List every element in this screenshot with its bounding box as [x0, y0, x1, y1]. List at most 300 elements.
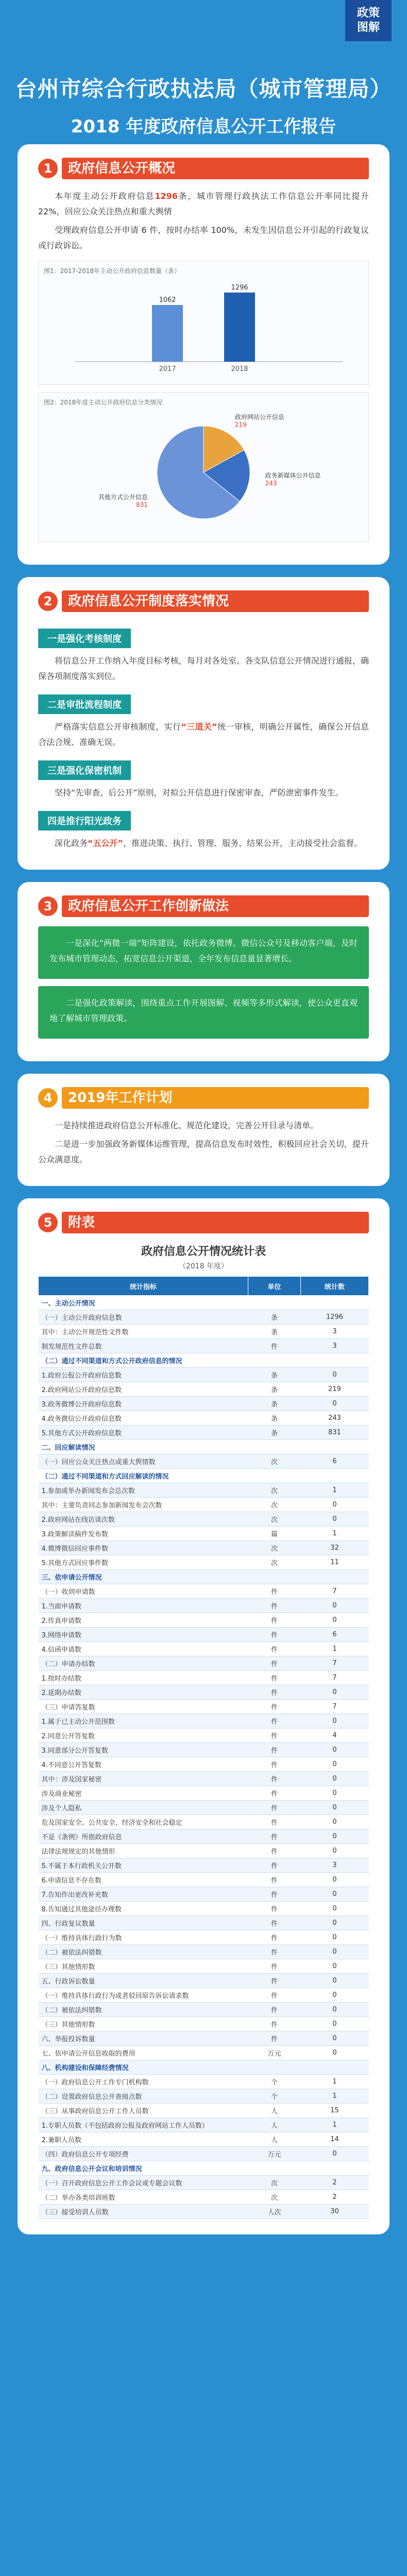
row-label: 三、依申请公开情况 [39, 1570, 248, 1584]
row-value: 0 [301, 1397, 369, 1411]
row-unit: 件 [248, 1714, 301, 1728]
table-row [39, 1772, 369, 1786]
row-unit: 个 [248, 2089, 301, 2104]
table-row [39, 1584, 369, 1599]
row-unit: 件 [248, 1988, 301, 2003]
row-value: 0 [301, 1829, 369, 1844]
table-row [39, 1757, 369, 1772]
table-row [39, 1527, 369, 1541]
row-value: 0 [301, 2046, 369, 2060]
section-number: 4 [38, 1088, 58, 1108]
report-subtitle: 2018 年度政府信息公开工作报告 [71, 116, 336, 137]
row-value: 0 [301, 1902, 369, 1916]
bar-category-label: 2017 [159, 365, 176, 373]
table-row [39, 1642, 369, 1656]
row-label: 其中：主要负责同志参加新闻发布会次数 [39, 1498, 248, 1512]
table-row [39, 1671, 369, 1685]
row-label: （四）政府信息公开专项经费 [39, 2147, 248, 2161]
row-label: 3.政策解读稿件发布数 [39, 1527, 248, 1541]
row-label: 4.政务微信公开政府信息数 [39, 1411, 248, 1426]
chart-caption: 图2：2018年度主动公开政府信息分类情况 [44, 399, 163, 406]
report-header [0, 0, 407, 144]
table-row [39, 2104, 369, 2118]
row-label: 4.微博微信回应事件数 [39, 1541, 248, 1555]
table-row [39, 1512, 369, 1527]
row-label: 1.政府公报公开政府信息数 [39, 1368, 248, 1382]
section-number: 5 [38, 1213, 58, 1232]
approval-text [38, 719, 369, 750]
row-unit: 件 [248, 1959, 301, 1974]
row-unit: 次 [248, 1498, 301, 1512]
row-label: 九、政府信息公开会议和培训情况 [39, 2161, 248, 2176]
col-header-unit: 单位 [248, 1277, 301, 1296]
row-label: 1.按时办结数 [39, 1671, 248, 1685]
row-unit: 件 [248, 1339, 301, 1353]
table-row [39, 2161, 369, 2176]
row-value: 15 [301, 2104, 369, 2118]
bar-2017 [152, 305, 183, 362]
row-unit: 件 [248, 1700, 301, 1714]
table-row [39, 1873, 369, 1887]
pie-label: 政府网站公开信息 [234, 413, 284, 421]
row-value: 0 [301, 1959, 369, 1974]
row-value: 2 [301, 2176, 369, 2190]
table-row [39, 1685, 369, 1700]
row-unit: 个 [248, 2075, 301, 2089]
row-unit: 件 [248, 2031, 301, 2046]
row-label: （二）通过不同渠道和方式回应解读的情况 [39, 1469, 248, 1483]
row-value: 0 [301, 1844, 369, 1858]
row-value: 0 [301, 1757, 369, 1772]
table-row [39, 1916, 369, 1930]
row-label: 制发规范性文件总数 [39, 1339, 248, 1353]
row-value: 0 [301, 1368, 369, 1382]
row-unit: 次 [248, 1541, 301, 1555]
secrecy-text: 坚持“先审查、后公开”原则，对拟公开信息进行保密审查，严防泄密事件发生。 [55, 788, 344, 798]
table-row [39, 1411, 369, 1426]
row-label: 4.信函申请数 [39, 1642, 248, 1656]
row-unit [248, 1296, 301, 1310]
subheading-sunshine: 四是推行阳光政务 [38, 811, 131, 831]
section-header [38, 1087, 369, 1109]
table-row [39, 1700, 369, 1714]
table-row [39, 2132, 369, 2147]
row-value: 14 [301, 2132, 369, 2147]
chart-caption: 图1：2017-2018年主动公开政府信息数量（条） [44, 267, 181, 275]
row-label: 涉及商业秘密 [39, 1786, 248, 1801]
row-unit: 次 [248, 2190, 301, 2205]
row-unit: 次 [248, 1483, 301, 1498]
row-unit: 次 [248, 1512, 301, 1527]
section-header [38, 158, 369, 179]
row-label: （一）收到申请数 [39, 1584, 248, 1599]
section-title: 政府信息公开制度落实情况 [62, 590, 369, 612]
row-unit: 件 [248, 1642, 301, 1656]
table-row [39, 2046, 369, 2060]
row-unit: 件 [248, 1772, 301, 1786]
innovation-box-2 [38, 986, 369, 1039]
row-unit: 条 [248, 1310, 301, 1325]
row-unit: 件 [248, 1974, 301, 1988]
row-label: （三）接受培训人员数 [39, 2205, 248, 2219]
table-row [39, 1426, 369, 1440]
row-unit: 件 [248, 1873, 301, 1887]
section-title: 政府信息公开工作创新做法 [62, 895, 369, 917]
row-value: 2 [301, 2190, 369, 2205]
table-row [39, 1310, 369, 1325]
table-row [39, 1570, 369, 1584]
row-value: 0 [301, 2147, 369, 2161]
table-row [39, 1974, 369, 1988]
row-value: 0 [301, 1988, 369, 2003]
row-label: 危及国家安全、公共安全、经济安全和社会稳定 [39, 1815, 248, 1829]
row-unit: 条 [248, 1426, 301, 1440]
row-value: 0 [301, 1772, 369, 1786]
col-header-value: 统计数 [301, 1277, 369, 1296]
table-row [39, 2147, 369, 2161]
row-label: 2.传真申请数 [39, 1613, 248, 1628]
row-label: 3.网络申请数 [39, 1628, 248, 1642]
row-unit: 件 [248, 1902, 301, 1916]
para-text: 严格落实信息公开审核制度，实行 [55, 722, 181, 732]
plan-text-2: 二是进一步加强政务新媒体运维管理，提高信息发布时效性，积极回应社会关切，提升公众满意度。 [38, 1139, 369, 1164]
row-value: 243 [301, 1411, 369, 1426]
row-value: 0 [301, 1801, 369, 1815]
table-row [39, 1988, 369, 2003]
row-label: 3.同意部分公开答复数 [39, 1743, 248, 1757]
row-value: 0 [301, 2017, 369, 2031]
assessment-text: 将信息公开工作纳入年度目标考核，每月对各处室、各支队信息公开情况进行通报，确保各项制度落实到位。 [38, 656, 369, 681]
row-value: 1 [301, 1527, 369, 1541]
row-label: （二）被依法纠错数 [39, 1945, 248, 1959]
row-value: 1 [301, 2118, 369, 2132]
row-value: 7 [301, 1700, 369, 1714]
table-row [39, 1656, 369, 1671]
table-row [39, 1815, 369, 1829]
row-value: 0 [301, 1786, 369, 1801]
row-label: 不是《条例》所指政府信息 [39, 1829, 248, 1844]
highlight-three-checks: “三道关” [181, 722, 217, 732]
row-unit [248, 1570, 301, 1584]
row-value: 0 [301, 1685, 369, 1700]
row-value: 4 [301, 1728, 369, 1743]
bar-2018 [224, 293, 255, 362]
row-label: （二）被依法纠错数 [39, 2003, 248, 2017]
plan-text-1: 一是持续推进政府信息公开标准化、规范化建设，完善公开目录与清单。 [55, 1121, 319, 1130]
table-row [39, 1555, 369, 1570]
table-row [39, 1469, 369, 1483]
row-unit: 件 [248, 2003, 301, 2017]
table-row [39, 2205, 369, 2219]
table-row [39, 1801, 369, 1815]
section-title: 2019年工作计划 [62, 1087, 369, 1109]
row-value: 3 [301, 1339, 369, 1353]
row-label: （一）主动公开政府信息数 [39, 1310, 248, 1325]
row-label: 2.政府网站在线访谈次数 [39, 1512, 248, 1527]
pie-value-label: 831 [135, 501, 148, 509]
badge-line2: 图解 [357, 21, 380, 34]
row-unit [248, 2161, 301, 2176]
row-unit: 件 [248, 1599, 301, 1613]
table-row [39, 2089, 369, 2104]
row-label: 5.其他方式公开政府信息数 [39, 1426, 248, 1440]
section-number: 3 [38, 896, 58, 916]
row-label: 八、机构建设和保障经费情况 [39, 2060, 248, 2075]
table-title: 政府信息公开情况统计表 [141, 1245, 266, 1258]
row-value: 1 [301, 2075, 369, 2089]
section-overview [18, 144, 389, 565]
row-label: （一）政府信息公开工作专门机构数 [39, 2075, 248, 2089]
table-row [39, 1541, 369, 1555]
row-unit [248, 1353, 301, 1368]
row-value: 30 [301, 2205, 369, 2219]
table-row [39, 1844, 369, 1858]
row-value: 7 [301, 1584, 369, 1599]
row-unit: 件 [248, 1685, 301, 1700]
table-row [39, 1959, 369, 1974]
row-unit: 人 [248, 2104, 301, 2118]
table-row [39, 1454, 369, 1469]
pie-chart [44, 411, 363, 534]
row-label: （三）从事政府信息公开工作人员数 [39, 2104, 248, 2118]
row-value: 6 [301, 1454, 369, 1469]
row-value: 0 [301, 2003, 369, 2017]
section-number: 2 [38, 591, 58, 611]
row-label: 2.同意公开答复数 [39, 1728, 248, 1743]
row-value: 1 [301, 2089, 369, 2104]
row-value: 0 [301, 1815, 369, 1829]
row-label: 2.延期办结数 [39, 1685, 248, 1700]
row-unit: 件 [248, 1844, 301, 1858]
row-label: 六、举报投诉数量 [39, 2031, 248, 2046]
row-label: 涉及个人隐私 [39, 1801, 248, 1815]
row-unit: 件 [248, 1858, 301, 1873]
row-unit: 件 [248, 1757, 301, 1772]
table-row [39, 1887, 369, 1902]
row-unit: 篇 [248, 1527, 301, 1541]
row-unit: 件 [248, 1801, 301, 1815]
row-label: （一）召开政府信息公开工作会议或专题会议数 [39, 2176, 248, 2190]
table-row [39, 1353, 369, 1368]
table-row [39, 1613, 369, 1628]
row-value: 7 [301, 1656, 369, 1671]
pie-value-label: 219 [234, 421, 247, 429]
row-unit: 条 [248, 1397, 301, 1411]
row-unit: 次 [248, 1454, 301, 1469]
row-label: （三）申请答复数 [39, 1700, 248, 1714]
row-label: 一、主动公开情况 [39, 1296, 248, 1310]
row-unit: 件 [248, 1628, 301, 1642]
table-body [39, 1296, 369, 2219]
innovation-text-1: 一是深化“两微一端”矩阵建设，依托政务微博、微信公众号及移动客户端，及时发布城市管理动态，拓宽信息公开渠道，全年发布信息量显著增长。 [49, 938, 358, 963]
row-label: （一）回应公众关注热点或重大舆情数 [39, 1454, 248, 1469]
row-unit: 件 [248, 1829, 301, 1844]
row-label: 5.不属于本行政机关公开数 [39, 1858, 248, 1873]
row-value [301, 1570, 369, 1584]
pie-chart-card [38, 392, 369, 542]
table-header-row [39, 1277, 369, 1296]
table-row [39, 2003, 369, 2017]
row-label: 其中：主动公开规范性文件数 [39, 1325, 248, 1339]
table-row [39, 1483, 369, 1498]
overview-paragraph-1 [38, 189, 369, 219]
table-row [39, 2075, 369, 2089]
row-unit: 条 [248, 1382, 301, 1397]
row-unit: 次 [248, 2176, 301, 2190]
row-value: 1 [301, 1642, 369, 1656]
table-row [39, 2190, 369, 2205]
para-text: 条，城市管理行政执法工作信息公开率同比提升 22%，回应公众关注热点和重大舆情 [38, 191, 369, 216]
table-row [39, 1599, 369, 1613]
col-header-indicator: 统计指标 [39, 1277, 248, 1296]
row-value: 1296 [301, 1310, 369, 1325]
para-text: 本年度主动公开政府信息 [55, 191, 155, 201]
row-label: （二）通过不同渠道和方式公开政府信息的情况 [39, 1353, 248, 1368]
pie-label: 政务新媒体公开信息 [265, 472, 321, 480]
row-label: 五、行政诉讼数量 [39, 1974, 248, 1988]
row-label: 7.告知作出更改补充数 [39, 1887, 248, 1902]
row-label: 2.兼职人员数 [39, 2132, 248, 2147]
report-title: 台州市综合行政执法局（城市管理局） [15, 76, 392, 101]
table-row [39, 2031, 369, 2046]
badge-line1: 政策 [357, 7, 380, 20]
table-row [39, 1829, 369, 1844]
row-value: 3 [301, 1858, 369, 1873]
row-unit [248, 1440, 301, 1454]
row-unit [248, 2060, 301, 2075]
row-value: 0 [301, 1873, 369, 1887]
row-unit: 件 [248, 1916, 301, 1930]
row-value: 0 [301, 2031, 369, 2046]
row-unit: 件 [248, 2017, 301, 2031]
row-unit: 件 [248, 1887, 301, 1902]
section-plan [18, 1074, 389, 1186]
row-value: 1 [301, 1483, 369, 1498]
table-row [39, 1945, 369, 1959]
row-unit: 人 [248, 2118, 301, 2132]
row-unit [248, 1469, 301, 1483]
section-title: 政府信息公开概况 [62, 158, 369, 179]
table-row [39, 1498, 369, 1512]
row-unit: 件 [248, 1815, 301, 1829]
highlight-count: 1296 [155, 191, 178, 201]
table-row [39, 1397, 369, 1411]
pie-label: 其他方式公开信息 [98, 494, 148, 501]
row-value: 0 [301, 1714, 369, 1728]
section-appendix [18, 1198, 389, 2234]
row-value: 0 [301, 1930, 369, 1945]
sunshine-text [38, 836, 369, 851]
row-unit: 件 [248, 1613, 301, 1628]
row-unit: 件 [248, 1671, 301, 1685]
table-row [39, 1628, 369, 1642]
section-number: 1 [38, 159, 58, 178]
row-value: 0 [301, 1916, 369, 1930]
row-unit: 次 [248, 1555, 301, 1570]
row-value: 0 [301, 1599, 369, 1613]
row-label: 二、回应解读情况 [39, 1440, 248, 1454]
row-value [301, 1469, 369, 1483]
para-text: ，推进决策、执行、管理、服务、结果公开，主动接受社会监督。 [123, 838, 363, 848]
row-value [301, 1440, 369, 1454]
row-unit: 件 [248, 1728, 301, 1743]
row-value [301, 1296, 369, 1310]
bar-value-label: 1296 [231, 283, 248, 292]
row-unit: 人次 [248, 2205, 301, 2219]
table-row [39, 2118, 369, 2132]
row-value: 32 [301, 1541, 369, 1555]
section-header [38, 590, 369, 612]
table-row [39, 2017, 369, 2031]
row-label: （一）维持具体行政行为或者驳回原告诉讼请求数 [39, 1988, 248, 2003]
row-unit: 条 [248, 1368, 301, 1382]
row-label: 6.申请信息不存在数 [39, 1873, 248, 1887]
row-label: 1.专职人员数（不包括政府公报及政府网站工作人员数） [39, 2118, 248, 2132]
row-label: 法律法规规定的其他情形 [39, 1844, 248, 1858]
row-unit: 件 [248, 1786, 301, 1801]
table-row [39, 1339, 369, 1353]
row-label: （二）申请办结数 [39, 1656, 248, 1671]
row-value: 0 [301, 1887, 369, 1902]
row-label: 1.当面申请数 [39, 1599, 248, 1613]
row-label: （三）其他情形数 [39, 1959, 248, 1974]
innovation-box-1 [38, 926, 369, 979]
bar-value-label: 1062 [159, 296, 176, 304]
footer-strip [0, 2247, 407, 2267]
subheading-secrecy: 三是强化保密机制 [38, 760, 131, 780]
table-row [39, 1786, 369, 1801]
row-value: 3 [301, 1325, 369, 1339]
table-row [39, 2060, 369, 2075]
highlight-five-public: “五公开” [88, 838, 124, 848]
row-value: 0 [301, 1498, 369, 1512]
row-unit: 件 [248, 1930, 301, 1945]
overview-paragraph-2: 受理政府信息公开申请 6 件，按时办结率 100%，未发生因信息公开引起的行政复议或行政诉讼。 [38, 225, 369, 250]
pie-value-label: 243 [265, 480, 277, 487]
row-value: 0 [301, 1613, 369, 1628]
table-row [39, 1296, 369, 1310]
bar-chart-card [38, 261, 369, 385]
table-subtitle: （2018 年度） [178, 1262, 229, 1270]
row-value: 0 [301, 1945, 369, 1959]
row-unit: 人 [248, 2132, 301, 2147]
row-unit: 万元 [248, 2147, 301, 2161]
row-label: 其中：涉及国家秘密 [39, 1772, 248, 1786]
table-row [39, 2176, 369, 2190]
para-text: 统一审核，明确公开属性，确保公开信息合法合规、准确无误。 [38, 722, 369, 747]
row-value: 831 [301, 1426, 369, 1440]
table-row [39, 1382, 369, 1397]
row-label: （二）举办各类培训班数 [39, 2190, 248, 2205]
row-value [301, 1353, 369, 1368]
table-row [39, 1368, 369, 1382]
subheading-approval: 二是审批流程制度 [38, 694, 131, 714]
bar-category-label: 2018 [231, 365, 248, 373]
section-title: 附表 [62, 1212, 369, 1233]
table-row [39, 1325, 369, 1339]
table-row [39, 1902, 369, 1916]
row-value: 0 [301, 1974, 369, 1988]
row-value: 7 [301, 1671, 369, 1685]
table-row [39, 1930, 369, 1945]
row-unit: 件 [248, 1743, 301, 1757]
section-systems [18, 577, 389, 870]
row-value [301, 2060, 369, 2075]
row-value: 0 [301, 1743, 369, 1757]
row-unit: 条 [248, 1411, 301, 1426]
row-unit: 件 [248, 1584, 301, 1599]
section-header [38, 895, 369, 917]
